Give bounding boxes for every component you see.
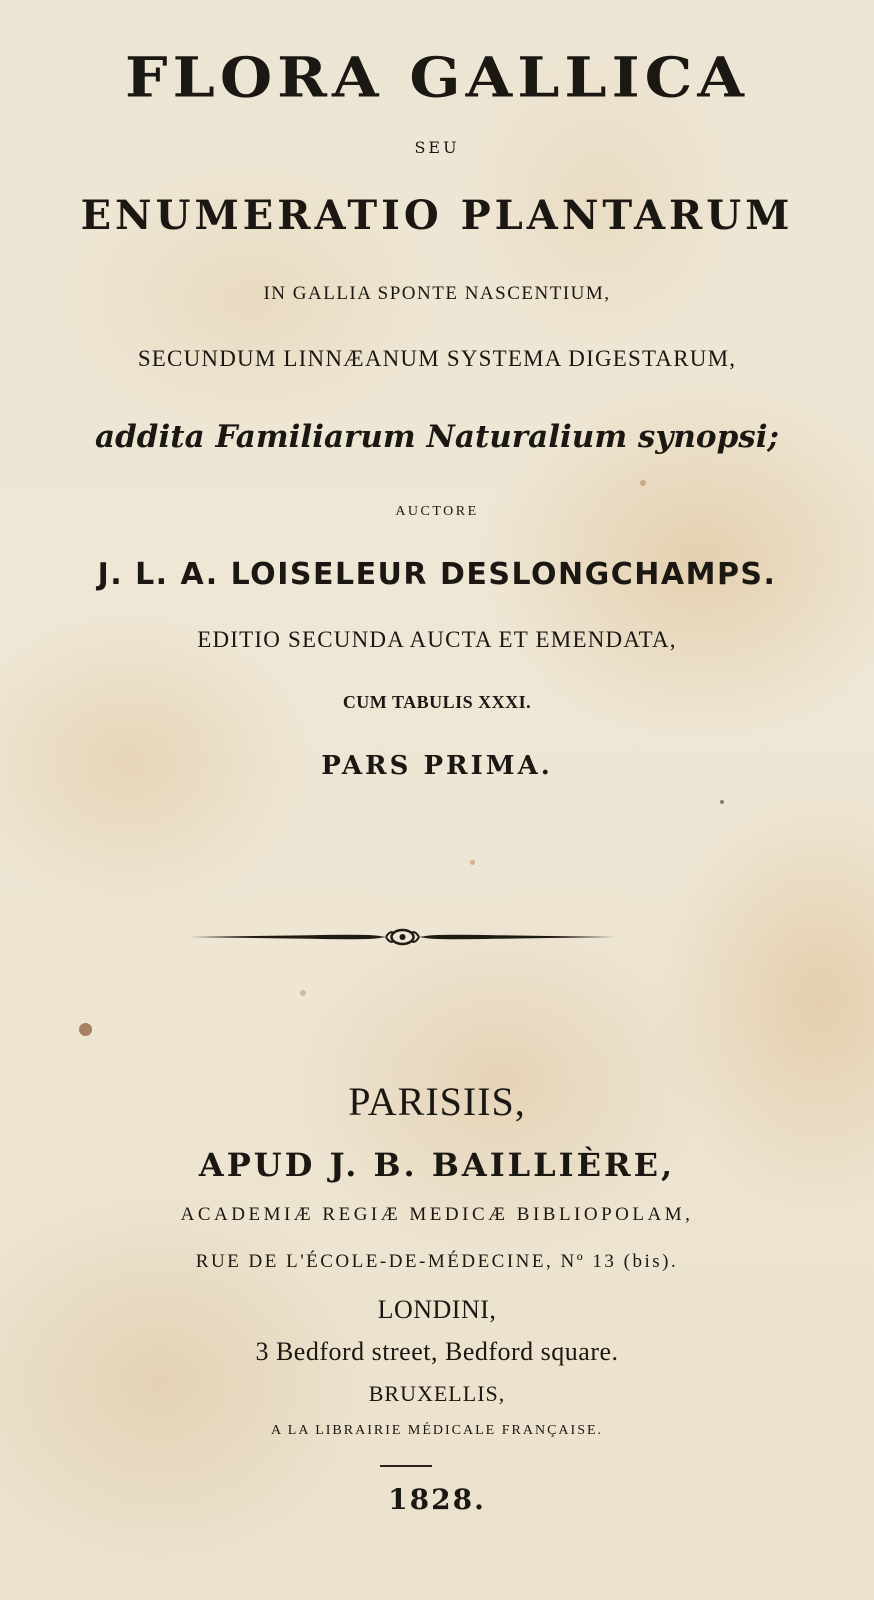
london-address: 3 Bedford street, Bedford square. — [255, 1337, 619, 1366]
auctore-label: AUCTORE — [395, 504, 479, 519]
brussels-bookseller: A LA LIBRAIRIE MÉDICALE FRANÇAISE. — [270, 1423, 604, 1438]
imprint-city-london: LONDINI, — [377, 1295, 497, 1324]
publisher-address: RUE DE L'ÉCOLE-DE-MÉDECINE, Nº 13 (bis). — [195, 1251, 679, 1272]
volume-part: PARS PRIMA. — [321, 751, 553, 781]
ornamental-rule-icon — [190, 924, 615, 950]
plates-statement: CUM TABULIS XXXI. — [342, 692, 532, 712]
edition-statement: EDITIO SECUNDA AUCTA ET EMENDATA, — [197, 627, 677, 652]
foxing-spot — [470, 860, 475, 865]
foxing-spot — [300, 990, 306, 996]
foxing-spot — [79, 1023, 92, 1036]
subtitle-line-in-gallia: IN GALLIA SPONTE NASCENTIUM, — [263, 283, 611, 304]
publisher-title: ACADEMIÆ REGIÆ MEDICÆ BIBLIOPOLAM, — [180, 1204, 694, 1225]
imprint-city-brussels: BRUXELLIS, — [368, 1381, 506, 1406]
book-subtitle: ENUMERATIO PLANTARUM — [80, 192, 794, 239]
subtitle-line-secundum: SECUNDUM LINNÆANUM SYSTEMA DIGESTARUM, — [137, 346, 737, 371]
publisher-name: APUD J. B. BAILLIÈRE, — [198, 1146, 676, 1184]
conjunction-seu: SEU — [414, 138, 460, 157]
book-title: FLORA GALLICA — [125, 45, 749, 111]
subtitle-line-addita: addita Familiarum Naturalium synopsi; — [95, 419, 779, 455]
imprint-city-paris: PARISIIS, — [348, 1079, 526, 1124]
foxing-spot — [720, 800, 724, 804]
foxing-spot — [640, 480, 646, 486]
author-name: J. L. A. LOISELEUR DESLONGCHAMPS. — [97, 557, 777, 592]
short-rule — [380, 1465, 432, 1467]
publication-year: 1828. — [388, 1483, 486, 1516]
